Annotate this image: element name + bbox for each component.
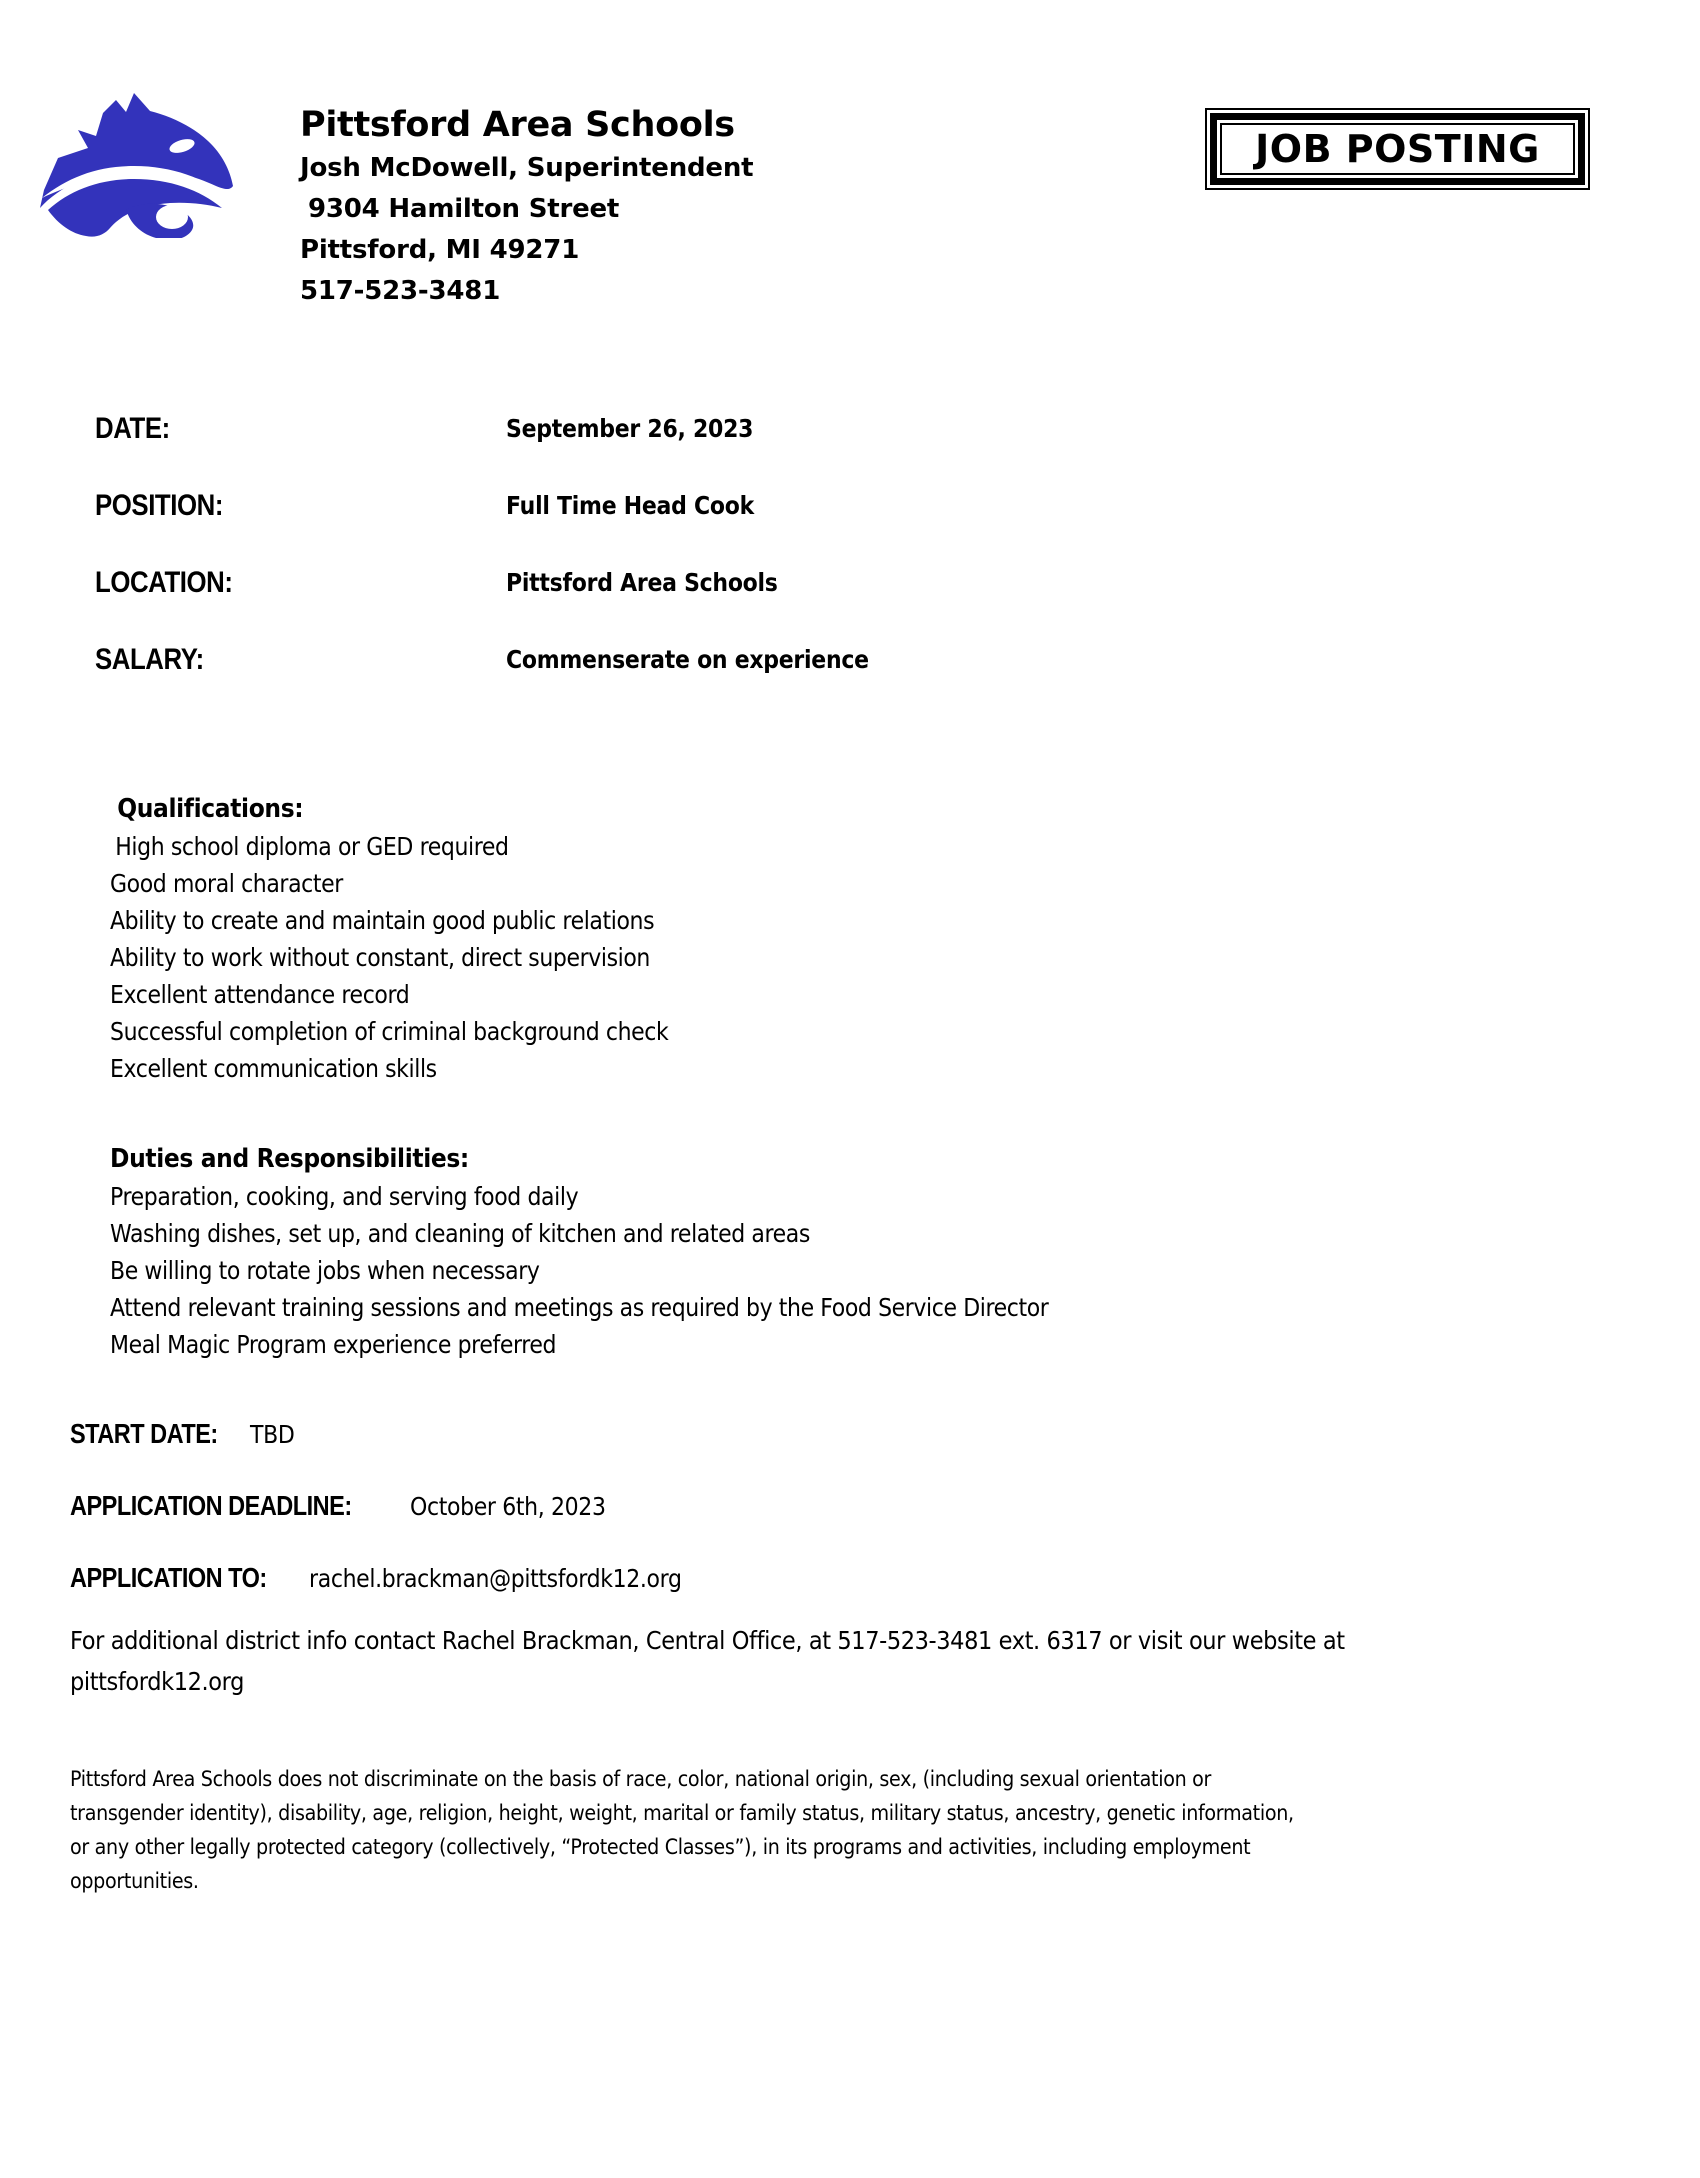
disclaimer-line: opportunities. — [70, 1869, 199, 1893]
application-deadline-row — [70, 1490, 632, 1522]
phone-line: 517-523-3481 — [300, 276, 501, 306]
list-item: Ability to work without constant, direct supervision — [110, 943, 650, 972]
application-deadline-label: APPLICATION DEADLINE: — [70, 1490, 352, 1521]
list-item: Attend relevant training sessions and meetings as required by the Food Service Director — [110, 1293, 1049, 1322]
document-header — [0, 0, 1700, 306]
list-item: Successful completion of criminal background check — [110, 1017, 669, 1046]
city-state-zip-line: Pittsford, MI 49271 — [300, 235, 580, 265]
field-row-location — [95, 566, 1195, 643]
job-posting-badge-label: JOB POSTING — [1255, 127, 1540, 171]
posting-summary-fields — [95, 412, 1195, 720]
wildcat-head-logo — [30, 78, 235, 238]
superintendent-line: Josh McDowell, Superintendent — [300, 153, 754, 183]
start-date-row — [70, 1418, 301, 1450]
website-line[interactable]: pittsfordk12.org — [70, 1667, 244, 1696]
contact-paragraph — [70, 1620, 1550, 1702]
salary-label: SALARY: — [95, 643, 204, 676]
job-posting-badge-middle-border — [1210, 113, 1585, 185]
list-item: Meal Magic Program experience preferred — [110, 1330, 557, 1359]
disclaimer-line: or any other legally protected category (collectively, “Protected Classes”), in its programs and activities, including employment — [70, 1835, 1251, 1859]
street-line: 9304 Hamilton Street — [308, 194, 620, 224]
application-to-row — [70, 1562, 732, 1594]
location-label: LOCATION: — [95, 566, 233, 599]
duties-heading: Duties and Responsibilities: — [110, 1144, 469, 1174]
start-date-value: TBD — [250, 1420, 295, 1449]
duties-section — [110, 1140, 1510, 1363]
nondiscrimination-disclaimer — [70, 1762, 1570, 1898]
job-posting-badge — [1205, 108, 1590, 190]
list-item: Excellent attendance record — [110, 980, 410, 1009]
list-item: Good moral character — [110, 869, 343, 898]
list-item: Excellent communication skills — [110, 1054, 437, 1083]
job-posting-badge-inner-border — [1220, 123, 1575, 175]
list-item: High school diploma or GED required — [115, 832, 509, 861]
position-value: Full Time Head Cook — [506, 491, 754, 520]
list-item: Be willing to rotate jobs when necessary — [110, 1256, 540, 1285]
field-row-salary — [95, 643, 1195, 720]
position-label: POSITION: — [95, 489, 224, 522]
district-name: Pittsford Area Schools — [300, 105, 735, 145]
qualifications-heading: Qualifications: — [117, 794, 304, 824]
qualifications-section — [110, 790, 1510, 1087]
location-value: Pittsford Area Schools — [506, 568, 778, 597]
application-to-email[interactable]: rachel.brackman@pittsfordk12.org — [308, 1564, 682, 1593]
date-label: DATE: — [95, 412, 170, 445]
disclaimer-line: transgender identity), disability, age, religion, height, weight, marital or family status, military status, ancestry, genetic information, — [70, 1801, 1294, 1825]
contact-line: For additional district info contact Rachel Brackman, Central Office, at 517-523-3481 ext. 6317 or visit our website at — [70, 1626, 1345, 1655]
application-to-label: APPLICATION TO: — [70, 1562, 267, 1593]
field-row-position — [95, 489, 1195, 566]
list-item: Washing dishes, set up, and cleaning of kitchen and related areas — [110, 1219, 810, 1248]
date-value: September 26, 2023 — [506, 414, 754, 443]
salary-value: Commenserate on experience — [506, 645, 869, 674]
list-item: Preparation, cooking, and serving food daily — [110, 1182, 579, 1211]
start-date-label: START DATE: — [70, 1418, 218, 1449]
list-item: Ability to create and maintain good public relations — [110, 906, 655, 935]
district-info — [300, 102, 1000, 312]
field-row-date — [95, 412, 1195, 489]
application-deadline-value: October 6th, 2023 — [409, 1492, 606, 1521]
disclaimer-line: Pittsford Area Schools does not discriminate on the basis of race, color, national origin, sex, (including sexual orientation or — [70, 1767, 1212, 1791]
